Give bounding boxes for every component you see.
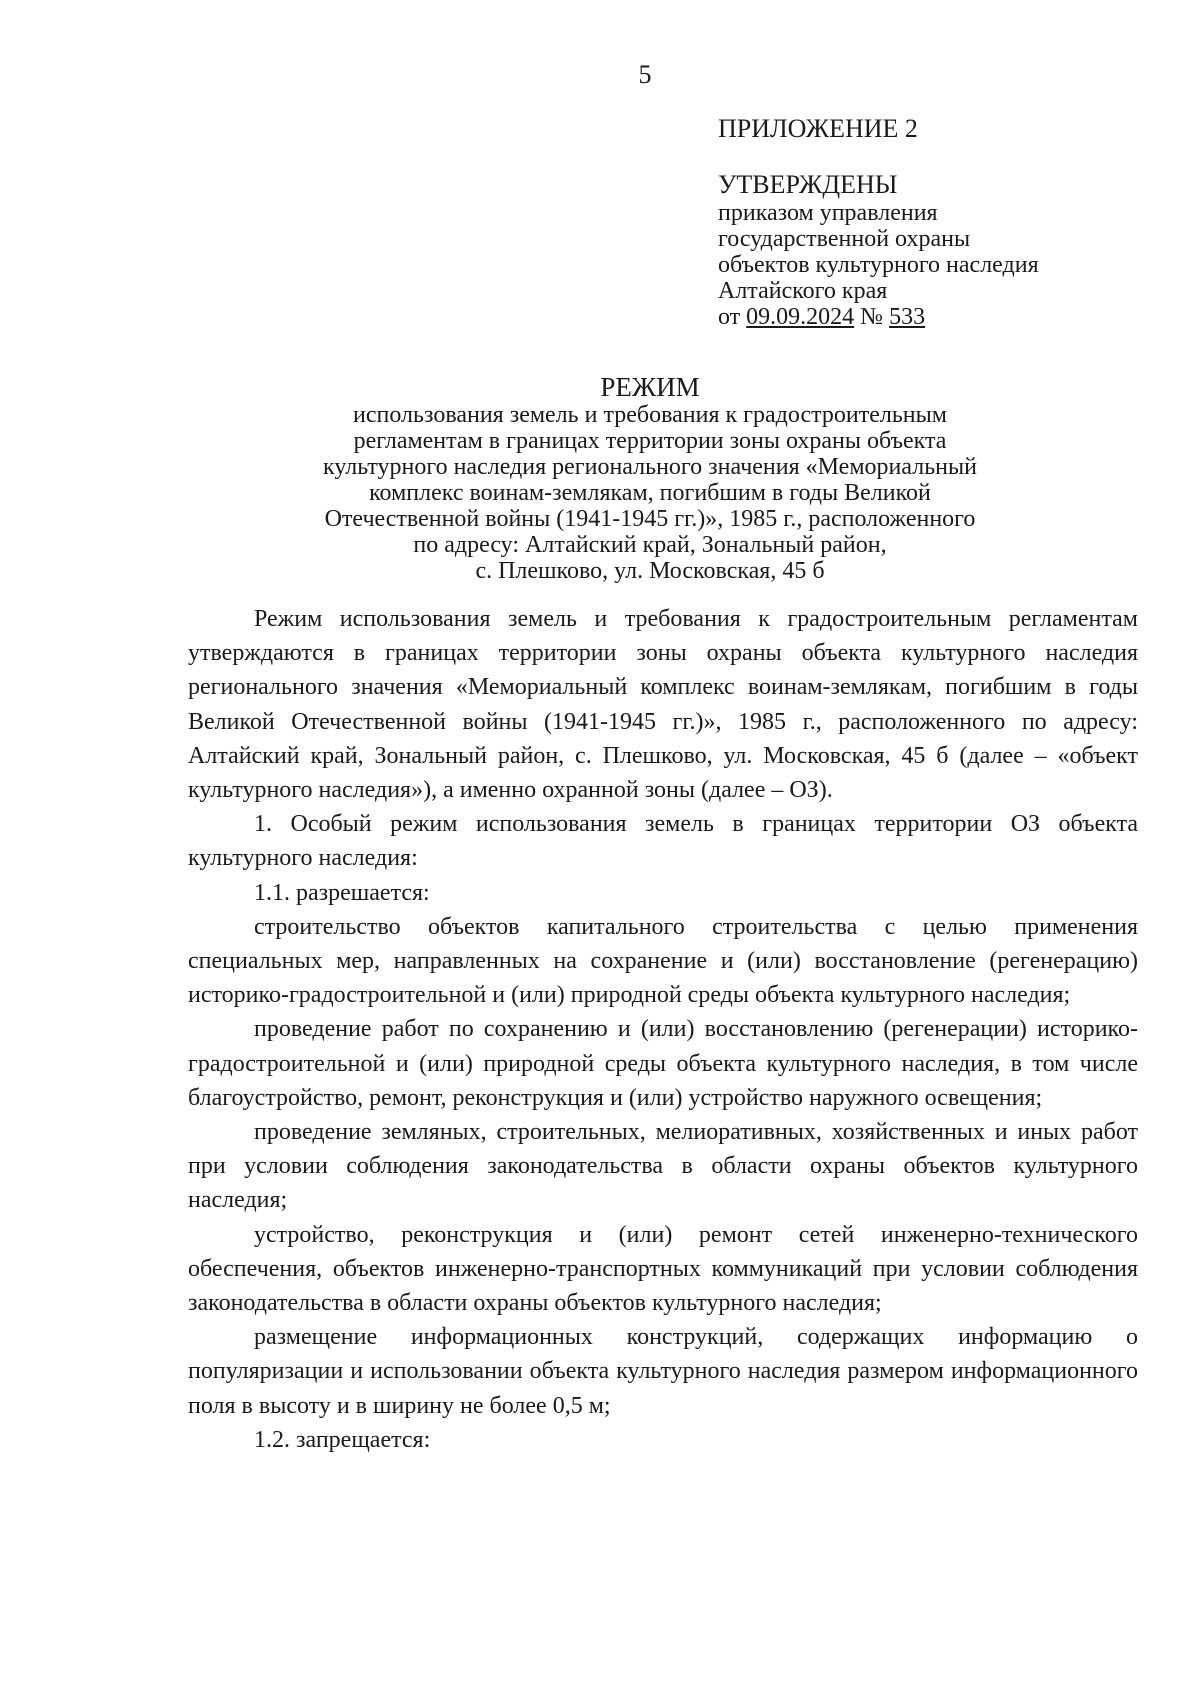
approval-line: государственной охраны — [718, 226, 971, 252]
body-paragraph: проведение работ по сохранению и (или) восстановлению (регенерации) историко-градостроительной и (или) природной среды объекта культурного наследия, в том числе благоустройство, ремонт, реконструкция и (или) устройство наружного освещения; — [188, 1016, 1138, 1111]
body-paragraph: строительство объектов капитального строительства с целью применения специальных мер, направленных на сохранение и (или) восстановление (регенерацию) историко-градостроительной и (или) природной среды объекта культурного наследия; — [188, 913, 1138, 1009]
approved-label: УТВЕРЖДЕНЫ — [718, 170, 898, 199]
approval-line: объектов культурного наследия — [718, 252, 1039, 278]
title-line: Отечественной войны (1941-1945 гг.)», 1985 г., расположенного — [324, 506, 976, 532]
title-line: использования земель и требования к градостроительным — [353, 402, 947, 428]
body-paragraph: проведение земляных, строительных, мелиоративных, хозяйственных и иных работ при условии соблюдения законодательства в области охраны объектов культурного наследия; — [188, 1119, 1138, 1214]
number-prefix: № — [860, 304, 884, 330]
approval-block — [718, 116, 1039, 330]
title-line: по адресу: Алтайский край, Зональный район, — [413, 532, 887, 558]
title-line: регламентам в границах территории зоны охраны объекта — [353, 428, 947, 454]
document-body — [188, 602, 1138, 1457]
approval-date-line — [718, 304, 1039, 330]
approval-line: Алтайского края — [718, 278, 888, 304]
page-number: 5 — [638, 60, 652, 89]
appendix-label: ПРИЛОЖЕНИЕ 2 — [718, 114, 918, 143]
approval-date: 09.09.2024 — [746, 304, 855, 330]
body-paragraph: размещение информационных конструкций, содержащих информацию о популяризации и использовании объекта культурного наследия размером информационного поля в высоту и в ширину не более 0,5 м; — [188, 1324, 1138, 1419]
approval-number: 533 — [889, 304, 926, 330]
approval-line: приказом управления — [718, 200, 938, 226]
document-title-block — [200, 374, 1100, 584]
date-prefix: от — [718, 304, 741, 330]
body-paragraph: Режим использования земель и требования к градостроительным регламентам утверждаются в границах территории зоны охраны объекта культурного наследия регионального значения «Мемориальный комплекс воинам-землякам, погибшим в годы Великой Отечественной войны (1941-1945 гг.)», 1985 г., расположенного по адресу: Алтайский край, Зональный район, с. Плешково, ул. Московская, 45 б (далее – «объект культурного наследия»), а именно охранной зоны (далее – ОЗ). — [188, 606, 1138, 804]
body-paragraph: 1.1. разрешается: — [254, 879, 430, 906]
title-line: с. Плешково, ул. Московская, 45 б — [475, 558, 825, 584]
title-line: культурного наследия регионального значения «Мемориальный — [323, 454, 977, 480]
body-paragraph: 1. Особый режим использования земель в границах территории ОЗ объекта культурного наследия: — [188, 811, 1138, 872]
document-title: РЕЖИМ — [600, 372, 700, 402]
body-paragraph: устройство, реконструкция и (или) ремонт сетей инженерно-технического обеспечения, объектов инженерно-транспортных коммуникаций при условии соблюдения законодательства в области охраны объектов культурного наследия; — [188, 1221, 1138, 1317]
body-paragraph: 1.2. запрещается: — [254, 1426, 431, 1453]
title-line: комплекс воинам-землякам, погибшим в годы Великой — [369, 480, 931, 506]
